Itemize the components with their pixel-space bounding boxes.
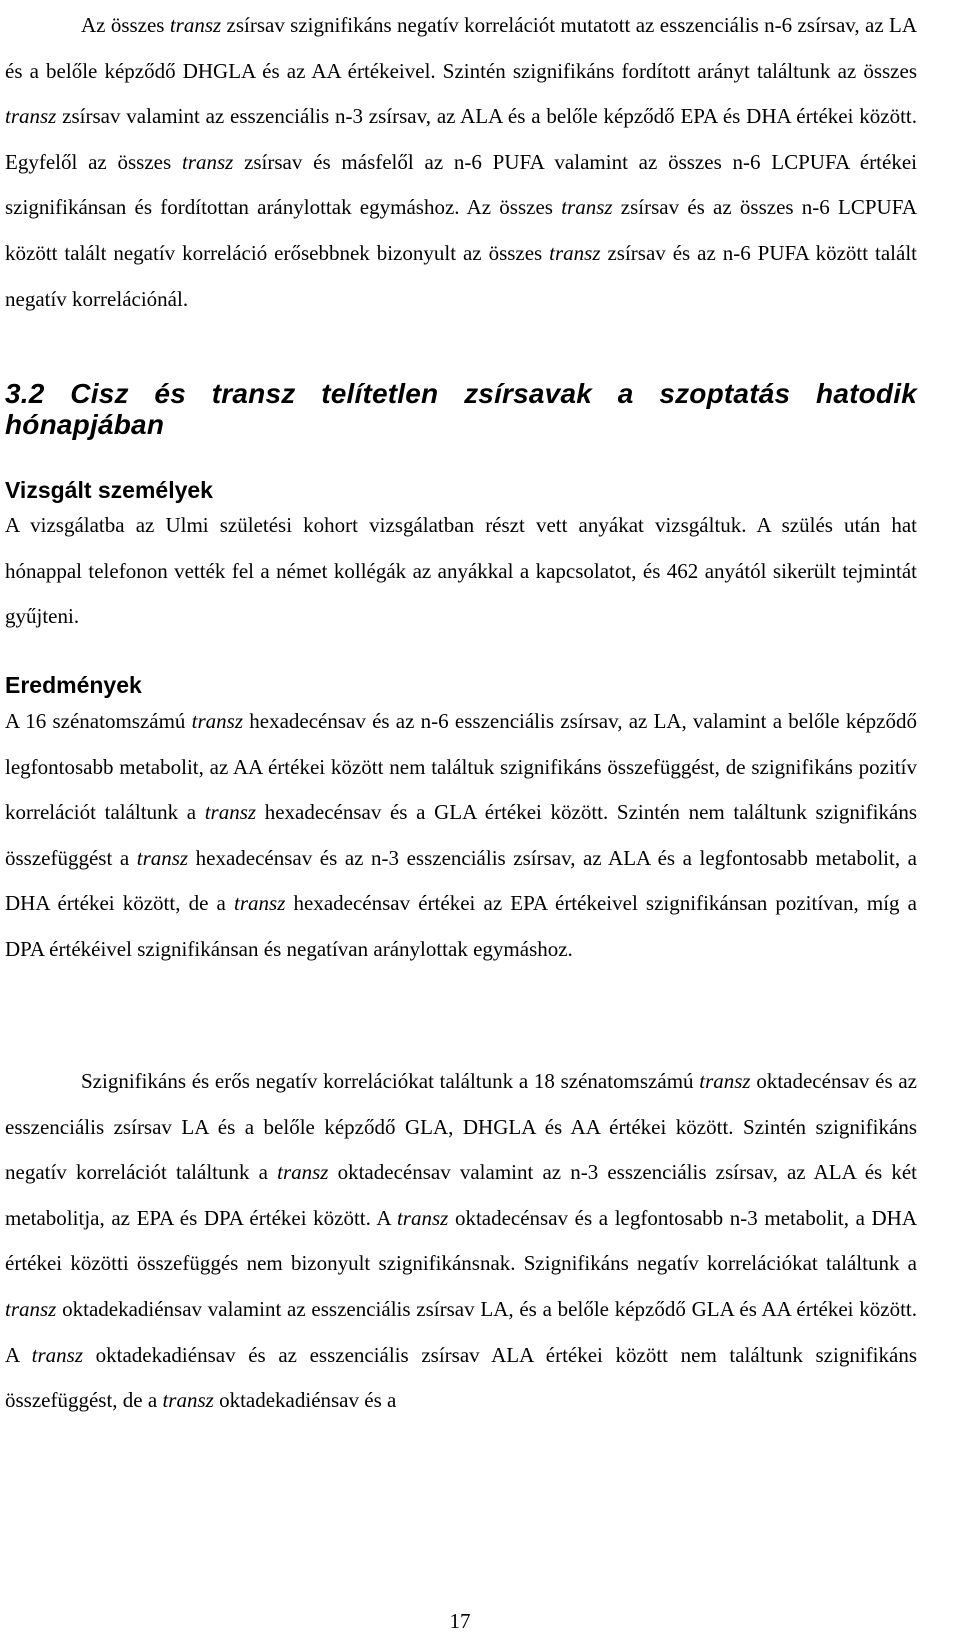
italic-term: transz [181, 149, 234, 174]
italic-term: transz [699, 1069, 751, 1093]
italic-term: transz [396, 1205, 449, 1230]
italic-term: transz [31, 1342, 83, 1367]
italic-term: transz [162, 1388, 214, 1413]
italic-term: transz [5, 104, 57, 129]
italic-term: transz [191, 709, 244, 733]
italic-term: transz [234, 891, 286, 916]
italic-term: transz [5, 1296, 57, 1321]
paragraph-subjects-block [5, 503, 917, 640]
italic-term: transz [561, 195, 613, 220]
paragraph-text: Az összes transz zsírsav szignifikáns negatív korrelációt mutatott az esszenciális n-6 zsírsav, az LA és a belőle képződő DHGLA és az AA értékeivel. Szintén szignifikáns fordított arányt találtunk az összes transz zsírsav valamint az esszenciális n-3 zsírsav, az ALA és a belőle képződő EPA és DHA értékei között. Egyfelől az összes transz zsírsav és másfelől az n-6 PUFA valamint az összes n-6 LCPUFA értékei szignifikánsan és fordítottan aránylottak egymáshoz. Az összes transz zsírsav és az összes n-6 LCPUFA között talált negatív korreláció erősebbnek bizonyult az összes transz zsírsav és az n-6 PUFA között talált negatív korrelációnál. [5, 13, 917, 311]
subheading-results-block [5, 671, 917, 699]
italic-term: transz [169, 13, 222, 37]
section-heading: 3.2 Cisz és transz telítetlen zsírsavak a szoptatás hatodik hónapjában [5, 378, 917, 440]
paragraph-subjects: A vizsgálatba az Ulmi születési kohort vizsgálatban részt vett anyákat vizsgáltuk. A szülés után hat hónappal telefonon vették fel a német kollégák az anyákkal a kapcsolatot, és 462 anyától sikerült tejmintát gyűjteni. [5, 513, 917, 629]
subheading-results: Eredmények [5, 672, 142, 698]
paragraph-results-2-block [5, 1059, 917, 1424]
paragraph-results-1: A 16 szénatomszámú transz hexadecénsav és az n-6 esszenciális zsírsav, az LA, valamint a belőle képződő legfontosabb metabolit, az AA értékei között nem találtuk szignifikáns összefüggést, de szignifikáns pozitív korrelációt találtunk a transz hexadecénsav és a GLA értékei között. Szintén nem találtunk szignifikáns összefüggést a transz hexadecénsav és az n-3 esszenciális zsírsav, az ALA és a legfontosabb metabolit, a DHA értékei között, de a transz hexadecénsav értékei az EPA értékeivel szignifikánsan pozitívan, míg a DPA értékéivel szignifikánsan és negatívan aránylottak egymáshoz. [5, 709, 917, 961]
paragraph-results-1-block [5, 699, 917, 973]
paragraph-trans-fatty-acid-correlations [5, 3, 917, 322]
paragraph-results-2: Szignifikáns és erős negatív korrelációkat találtunk a 18 szénatomszámú transz oktadecénsav és az esszenciális zsírsav LA és a belőle képződő GLA, DHGLA és AA értékei között. Szintén szignifikáns negatív korrelációt találtunk a transz oktadecénsav valamint az n-3 esszenciális zsírsav, az ALA és két metabolitja, az EPA és DPA értékei között. A transz oktadecénsav és a legfontosabb n-3 metabolit, a DHA értékei közötti összefüggés nem bizonyult szignifikánsnak. Szignifikáns negatív korrelációkat találtunk a transz oktadekadiénsav valamint az esszenciális zsírsav LA, és a belőle képződő GLA és AA értékei között. A transz oktadekadiénsav és az esszenciális zsírsav ALA értékei között nem találtunk szignifikáns összefüggést, de a transz oktadekadiénsav és a [5, 1069, 917, 1413]
page-number: 17 [449, 1609, 471, 1633]
italic-term: transz [277, 1160, 329, 1185]
italic-term: transz [204, 800, 257, 825]
italic-term: transz [549, 240, 601, 265]
italic-term: transz [136, 845, 189, 870]
subheading-subjects: Vizsgált személyek [5, 477, 213, 503]
subheading-subjects-block [5, 476, 917, 504]
section-heading-block [5, 378, 917, 440]
